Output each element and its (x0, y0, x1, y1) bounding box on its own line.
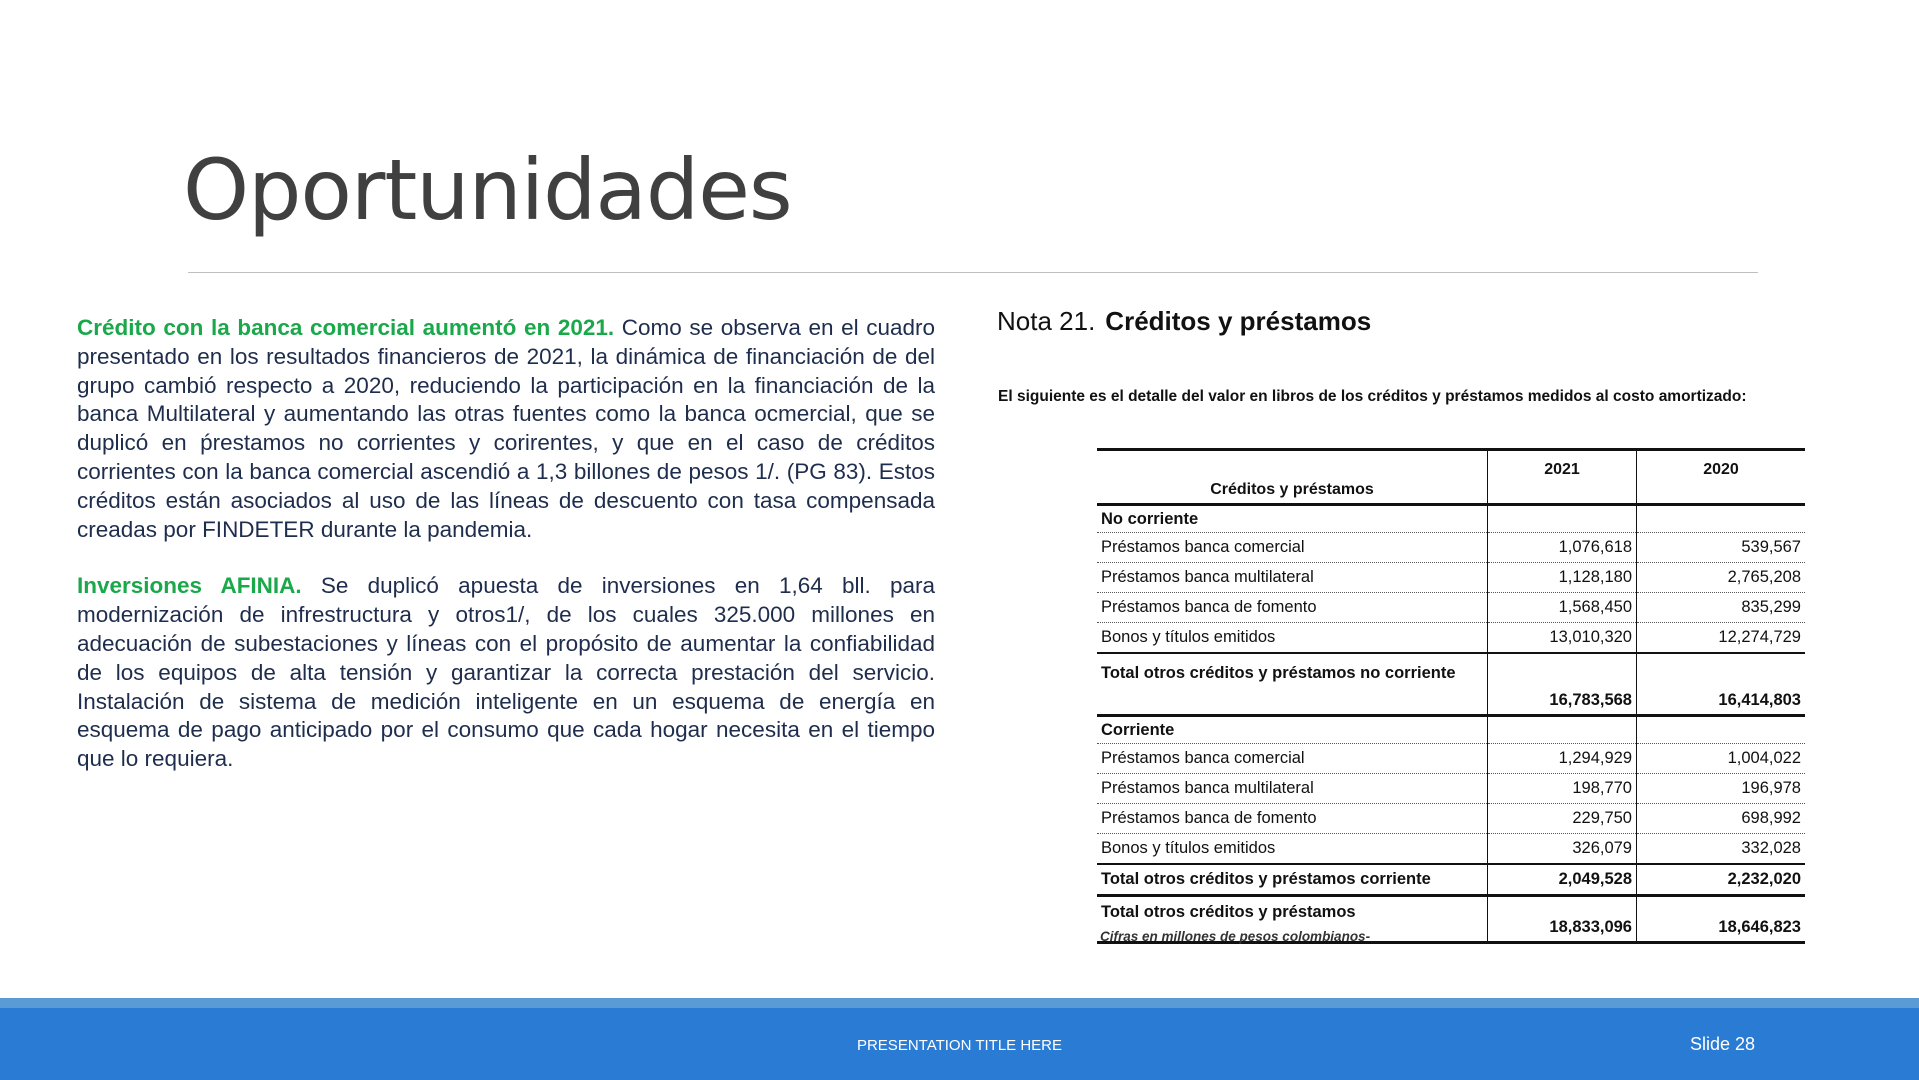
value-2021: 1,568,450 (1488, 593, 1637, 623)
total-row-noncurrent (1097, 653, 1805, 716)
value-2020: 2,765,208 (1637, 563, 1806, 593)
row-label: Bonos y títulos emitidos (1097, 834, 1488, 865)
total-row-current (1097, 864, 1805, 896)
row-label: Préstamos banca multilateral (1097, 774, 1488, 804)
value-2021: 18,833,096 (1488, 896, 1637, 943)
section-label: No corriente (1097, 505, 1488, 533)
row-label: Préstamos banca comercial (1097, 744, 1488, 774)
value-2020: 835,299 (1637, 593, 1806, 623)
value-2020: 539,567 (1637, 533, 1806, 563)
note-intro: El siguiente es el detalle del valor en libros de los créditos y préstamos medidos al costo amortizado: (998, 388, 1747, 405)
slide-number: Slide 28 (1690, 1034, 1756, 1054)
footer-stripe (0, 998, 1919, 1008)
value-2021: 326,079 (1488, 834, 1637, 865)
note-title: Créditos y préstamos (1105, 306, 1372, 336)
value-2021: 198,770 (1488, 774, 1637, 804)
value-2020: 698,992 (1637, 804, 1806, 834)
row-label: Préstamos banca de fomento (1097, 593, 1488, 623)
value-2021: 1,076,618 (1488, 533, 1637, 563)
table-row (1097, 533, 1805, 563)
paragraph-investments (77, 572, 935, 774)
row-label: Total otros créditos y préstamos corriente (1097, 864, 1488, 896)
value-2020: 332,028 (1637, 834, 1806, 865)
title-divider (188, 272, 1758, 273)
section-row-noncurrent (1097, 505, 1805, 533)
column-header-2020: 2020 (1637, 450, 1806, 505)
column-header-2021: 2021 (1488, 450, 1637, 505)
row-label: Préstamos banca de fomento (1097, 804, 1488, 834)
value-2021: 13,010,320 (1488, 623, 1637, 654)
row-label: Total otros créditos y préstamos (1097, 896, 1488, 943)
value-2021: 1,128,180 (1488, 563, 1637, 593)
row-label: Total otros créditos y préstamos no corriente (1097, 653, 1488, 716)
section-row-current (1097, 716, 1805, 744)
table-header-row (1097, 450, 1805, 505)
section-label: Corriente (1097, 716, 1488, 744)
value-2020: 18,646,823 (1637, 896, 1806, 943)
value-2020: 1,004,022 (1637, 744, 1806, 774)
slide-title: Oportunidades (183, 141, 792, 239)
note-number: Nota 21. (997, 306, 1096, 336)
loans-table (1097, 448, 1805, 944)
paragraph-investments-lead: Inversiones AFINIA. (77, 573, 302, 599)
row-label: Bonos y títulos emitidos (1097, 623, 1488, 654)
value-2020: 2,232,020 (1637, 864, 1806, 896)
table-row (1097, 834, 1805, 865)
paragraph-credit-text: Como se observa en el cuadro presentado en los resultados financieros de 2021, la dinámica de financiación de del grupo cambió respecto a 2020, reduciendo la participación en la financiación de la banca Multilateral y aumentando las otras fuentes como la banca ocmercial, que se duplicó en ṕrestamos no corrientes y corirentes, y que en el caso de créditos corrientes con la banca comercial ascendió a 1,3 billones de pesos 1/. (PG 83). Estos créditos están asociados al uso de las líneas de descuento con tasa compensada creadas por FINDETER durante la pandemia. (77, 315, 936, 542)
footer-presentation-title: PRESENTATION TITLE HERE (856, 1037, 1063, 1054)
table-row (1097, 774, 1805, 804)
value-2021: 1,294,929 (1488, 744, 1637, 774)
value-2020: 196,978 (1637, 774, 1806, 804)
table-footnote: Cifras en millones de pesos colombianos- (1100, 929, 1371, 944)
table-row (1097, 623, 1805, 654)
paragraph-investments-text: Se duplicó apuesta de inversiones en 1,64 bll. para modernización de infrestructura y otros1/, de los cuales 325.000 millones en adecuación de subestaciones y líneas con el propósito de aumentar la confiabilidad de los equipos de alta tensión y garantizar la correcta prestación del servicio. Instalación de sistema de medición inteligente en un esquema de energía en esquema de pago anticipado por el consumo que cada hogar necesita en el tiempo que lo requiera. (77, 573, 935, 772)
column-header-concept: Créditos y préstamos (1210, 481, 1374, 498)
value-2021: 229,750 (1488, 804, 1637, 834)
row-label: Préstamos banca multilateral (1097, 563, 1488, 593)
value-2020: 12,274,729 (1637, 623, 1806, 654)
paragraph-credit-lead: Crédito con la banca comercial aumentó en 2021. (77, 315, 615, 340)
row-label: Préstamos banca comercial (1097, 533, 1488, 563)
table-row (1097, 804, 1805, 834)
table-row (1097, 593, 1805, 623)
table-row (1097, 563, 1805, 593)
note-heading (997, 306, 1371, 337)
value-2021: 2,049,528 (1488, 864, 1637, 896)
value-2021: 16,783,568 (1488, 653, 1637, 716)
value-2020: 16,414,803 (1637, 653, 1806, 716)
body-text (77, 314, 935, 802)
paragraph-credit (77, 314, 935, 544)
table-row (1097, 744, 1805, 774)
